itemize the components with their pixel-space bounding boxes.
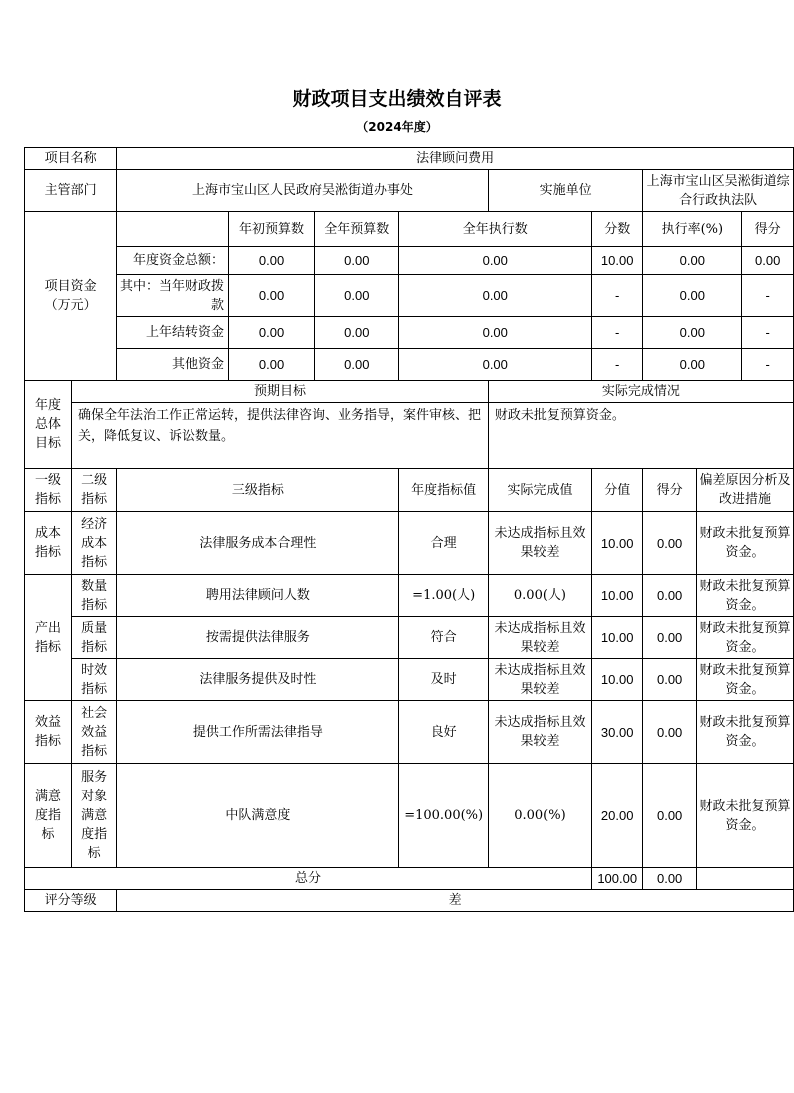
funds-header-blank [117,212,229,247]
indicator-l1-text: 成本指标 [34,526,61,560]
indicator-header-l3: 三级指标 [117,469,399,512]
indicator-header-score: 分值 [592,469,643,512]
indicator-got: 0.00 [643,575,697,617]
indicator-l2-text: 社会效益指标 [81,705,108,759]
indicator-l1-text: 满意度指标 [34,789,61,842]
impl-label: 实施单位 [488,170,642,212]
goals-label [25,381,72,469]
indicator-header-l1 [25,469,72,512]
total-row [25,868,794,890]
indicator-target: =1.00(人) [399,575,488,617]
actual-text: 财政未批复预算资金。 [488,403,793,469]
indicator-l3: 法律服务提供及时性 [117,659,399,701]
funds-cell: 0.00 [228,275,314,317]
funds-cell: 0.00 [643,317,742,349]
indicator-l2 [72,617,117,659]
funds-cell: 0.00 [643,349,742,381]
funds-row [25,247,794,275]
indicator-row [25,701,794,764]
funds-cell: 0.00 [643,247,742,275]
total-blank [696,868,793,890]
indicator-l3: 按需提供法律服务 [117,617,399,659]
indicator-target: =100.00(%) [399,764,488,868]
indicator-l2-text: 经济成本指标 [81,516,108,570]
indicator-got: 0.00 [643,701,697,764]
indicator-score: 10.00 [592,575,643,617]
indicator-l2-text: 数量指标 [81,578,108,613]
indicator-l2 [72,575,117,617]
indicator-l1 [25,575,72,701]
indicator-header-row [25,469,794,512]
expected-header: 预期目标 [72,381,489,403]
indicator-l3: 法律服务成本合理性 [117,512,399,575]
indicator-l3: 聘用法律顾问人数 [117,575,399,617]
indicator-reason: 财政未批复预算资金。 [696,617,793,659]
indicator-score: 10.00 [592,617,643,659]
goals-content-row [25,403,794,469]
funds-cell: 0.00 [399,247,592,275]
indicator-header-target: 年度指标值 [399,469,488,512]
indicator-header-l1-text: 一级指标 [34,473,61,507]
grade-value: 差 [117,890,794,912]
funds-header-0: 年初预算数 [228,212,314,247]
indicator-target: 良好 [399,701,488,764]
indicator-l3: 中队满意度 [117,764,399,868]
grade-label: 评分等级 [25,890,117,912]
indicator-header-actual: 实际完成值 [488,469,591,512]
indicator-l1 [25,701,72,764]
funds-header-row [25,212,794,247]
total-label: 总分 [25,868,592,890]
indicator-l2 [72,659,117,701]
indicator-row [25,575,794,617]
indicator-l1 [25,764,72,868]
indicator-got: 0.00 [643,764,697,868]
indicator-target: 合理 [399,512,488,575]
funds-cell: - [592,317,643,349]
funds-cell: 0.00 [228,349,314,381]
indicator-header-reason [696,469,793,512]
funds-cell: - [742,317,794,349]
funds-header-1: 全年预算数 [315,212,399,247]
funds-cell: - [742,349,794,381]
indicator-l2 [72,764,117,868]
indicator-reason: 财政未批复预算资金。 [696,764,793,868]
indicator-row [25,659,794,701]
funds-row [25,349,794,381]
goals-header-row [25,381,794,403]
dept-value: 上海市宝山区人民政府吴淞街道办事处 [117,170,489,212]
funds-cell: 0.00 [399,275,592,317]
indicator-reason: 财政未批复预算资金。 [696,512,793,575]
indicator-row [25,617,794,659]
indicator-actual: 0.00(%) [488,764,591,868]
funds-row [25,317,794,349]
indicator-got: 0.00 [643,617,697,659]
indicator-score: 30.00 [592,701,643,764]
funds-cell: 0.00 [228,247,314,275]
indicator-score: 10.00 [592,512,643,575]
indicator-actual: 未达成指标且效果较差 [488,512,591,575]
funds-row [25,275,794,317]
indicator-target: 及时 [399,659,488,701]
indicator-l1-text: 效益指标 [34,715,61,749]
funds-cell: 0.00 [315,247,399,275]
indicator-got: 0.00 [643,512,697,575]
indicator-score: 20.00 [592,764,643,868]
indicator-row [25,764,794,868]
evaluation-table [24,147,794,912]
funds-row-label: 其中：当年财政拨款 [117,275,229,317]
funds-header-4: 执行率(%) [643,212,742,247]
funds-cell: 10.00 [592,247,643,275]
indicator-l2-text: 时效指标 [81,662,108,697]
funds-row-label: 年度资金总额： [117,247,229,275]
goals-label-text: 年度总体目标 [34,398,61,451]
page-subtitle: （2024年度） [356,120,438,134]
funds-header-3: 分数 [592,212,643,247]
indicator-l2 [72,512,117,575]
funds-cell: 0.00 [315,275,399,317]
grade-row [25,890,794,912]
funds-cell: 0.00 [315,317,399,349]
indicator-l3: 提供工作所需法律指导 [117,701,399,764]
indicator-actual: 0.00(人) [488,575,591,617]
funds-cell: 0.00 [228,317,314,349]
indicator-reason: 财政未批复预算资金。 [696,575,793,617]
total-score: 100.00 [592,868,643,890]
funds-cell: 0.00 [399,317,592,349]
funds-cell: 0.00 [643,275,742,317]
indicator-l1-text: 产出指标 [34,620,61,655]
funds-cell: 0.00 [399,349,592,381]
funds-header-5: 得分 [742,212,794,247]
indicator-actual: 未达成指标且效果较差 [488,701,591,764]
dept-label: 主管部门 [25,170,117,212]
indicator-l2-text: 质量指标 [81,620,108,655]
indicator-reason: 财政未批复预算资金。 [696,659,793,701]
indicator-reason: 财政未批复预算资金。 [696,701,793,764]
project-name-label: 项目名称 [25,148,117,170]
indicator-l2 [72,701,117,764]
funds-row-label: 上年结转资金 [117,317,229,349]
indicator-header-got: 得分 [643,469,697,512]
indicator-header-l2-text: 二级指标 [81,473,108,507]
funds-cell: - [592,349,643,381]
funds-cell: - [742,275,794,317]
funds-label [25,212,117,381]
project-name-row [25,148,794,170]
indicator-actual: 未达成指标且效果较差 [488,659,591,701]
funds-header-2: 全年执行数 [399,212,592,247]
indicator-header-l2 [72,469,117,512]
indicator-row [25,512,794,575]
indicator-actual: 未达成指标且效果较差 [488,617,591,659]
funds-label-text: 项目资金（万元） [44,279,97,313]
indicator-header-reason-text: 偏差原因分析及改进措施 [699,473,791,507]
page-title: 财政项目支出绩效自评表 [292,88,502,110]
funds-cell: 0.00 [742,247,794,275]
indicator-score: 10.00 [592,659,643,701]
project-name-value: 法律顾问费用 [117,148,794,170]
department-row [25,170,794,212]
funds-row-label: 其他资金 [117,349,229,381]
actual-header: 实际完成情况 [488,381,793,403]
total-got: 0.00 [643,868,697,890]
expected-text: 确保全年法治工作正常运转，提供法律咨询、业务指导，案件审核、把关，降低复议、诉讼数量。 [72,403,489,469]
indicator-target: 符合 [399,617,488,659]
indicator-l1 [25,512,72,575]
indicator-got: 0.00 [643,659,697,701]
funds-cell: 0.00 [315,349,399,381]
funds-cell: - [592,275,643,317]
indicator-l2-text: 服务对象满意度指标 [81,770,108,861]
impl-value: 上海市宝山区吴淞街道综合行政执法队 [643,170,794,212]
